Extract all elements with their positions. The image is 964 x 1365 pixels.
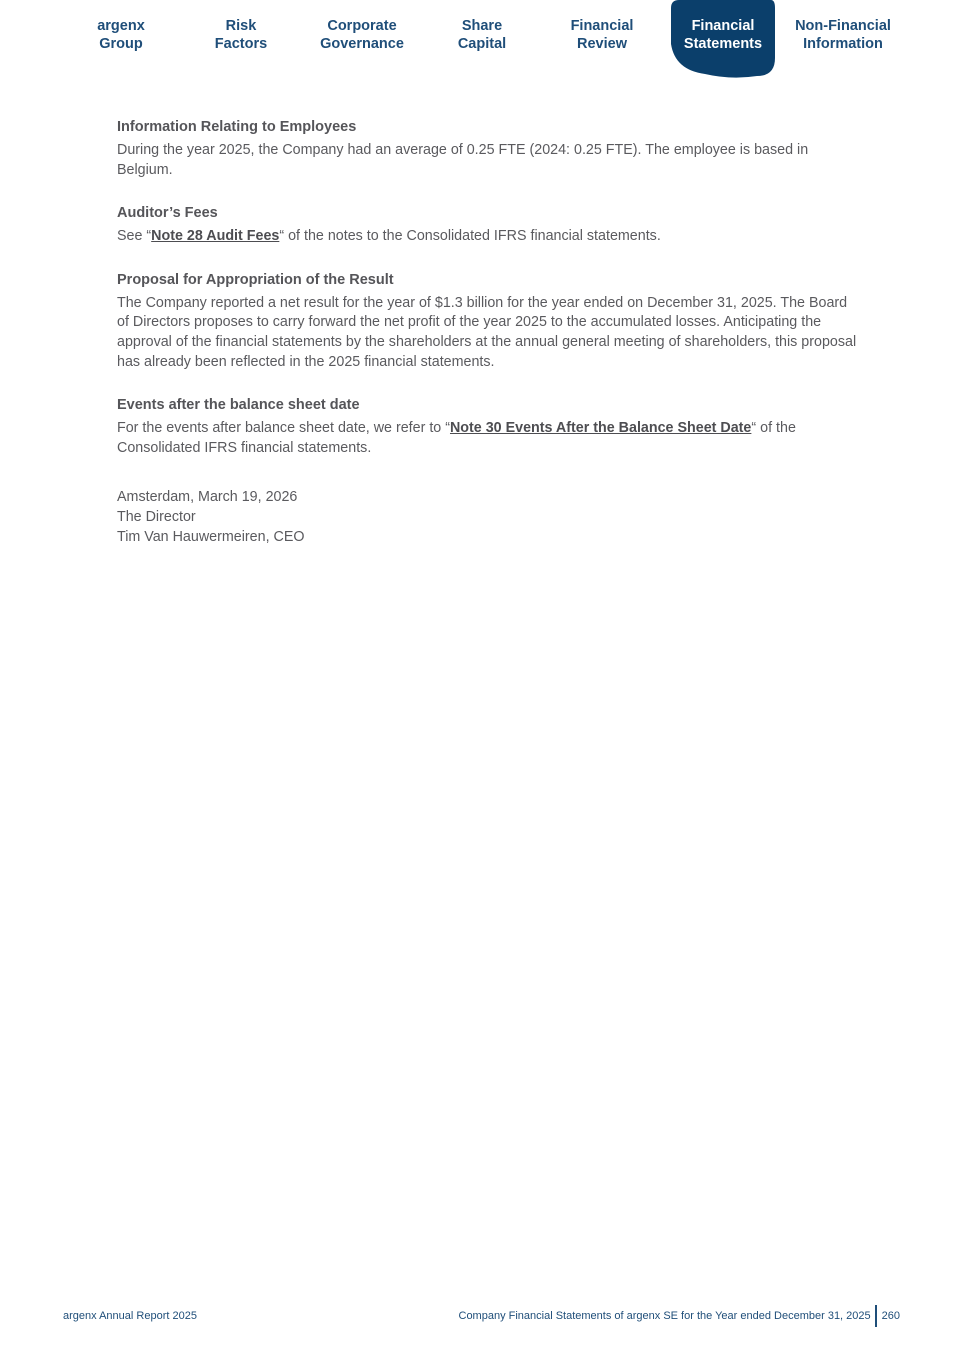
section-paragraph [117, 227, 857, 247]
section-heading: Information Relating to Employees [117, 119, 357, 135]
nav-item-argenx-group[interactable] [61, 17, 181, 53]
paragraph-text: “ of the notes to the Consolidated IFRS financial statements. [279, 228, 661, 245]
document-body [117, 117, 857, 547]
section-heading: Proposal for Appropriation of the Result [117, 271, 394, 288]
page-number: 260 [881, 1310, 900, 1322]
nav-item-label-line2: Capital [457, 36, 507, 52]
signature-name: Tim Van Hauwermeiren, CEO [117, 528, 305, 545]
footer-divider [875, 1305, 877, 1327]
nav-item-label-line2: Group [99, 36, 143, 52]
paragraph-text: “ of the Consolidated IFRS financial statements. [117, 420, 796, 456]
signature-place-date: Amsterdam, March 19, 2026 [117, 489, 298, 506]
nav-item-label-line1: Risk [225, 18, 257, 34]
top-navigation [61, 0, 904, 80]
section-heading: Auditor’s Fees [117, 205, 218, 222]
nav-item-corporate-governance[interactable] [302, 17, 422, 53]
section-paragraph [117, 419, 857, 458]
signature-block [117, 488, 857, 547]
footer-section-title: Company Financial Statements of argenx SE for the Year ended December 31, 2025 [458, 1310, 871, 1322]
nav-item-financial-statements[interactable] [663, 17, 783, 53]
nav-item-non-financial-information[interactable] [783, 17, 903, 53]
nav-item-label-line1: Financial [570, 18, 634, 34]
note-28-link[interactable]: Note 28 Audit Fees [151, 228, 280, 245]
nav-item-label-line2: Statements [683, 36, 763, 52]
nav-item-label-line2: Information [803, 36, 883, 52]
nav-item-risk-factors[interactable] [181, 17, 301, 53]
section-paragraph: The Company reported a net result for the year of $1.3 billion for the year ended on December 31, 2025. The Board of Directors proposes to carry forward the net profit of the year 2025 to the accumulated losses. Anticipating the approval of the financial statements by the shareholders at the annual general meeting of shareholders, this proposal has already been reflected in the 2025 financial statements. [117, 294, 857, 370]
note-30-link[interactable]: Note 30 Events After the Balance Sheet Date [449, 420, 752, 437]
footer-section-info [459, 1304, 901, 1328]
nav-item-label-line1: Non-Financial [795, 18, 891, 34]
section-paragraph: During the year 2025, the Company had an average of 0.25 FTE (2024: 0.25 FTE). The employee is based in Belgium. [117, 142, 809, 178]
nav-item-label-line2: Governance [320, 36, 404, 52]
paragraph-text: See “ [117, 228, 152, 245]
nav-item-financial-review[interactable] [542, 17, 662, 53]
nav-item-label-line1: argenx [97, 18, 145, 34]
subsequent-events-section [117, 395, 857, 458]
employees-section [117, 117, 857, 180]
nav-item-label-line1: Corporate [327, 18, 397, 34]
footer-report-title: argenx Annual Report 2025 [63, 1310, 197, 1322]
paragraph-text: For the events after balance sheet date, we refer to “ [117, 420, 450, 437]
signature-role: The Director [117, 508, 196, 525]
appropriation-section [117, 270, 857, 372]
nav-item-share-capital[interactable] [422, 17, 542, 53]
nav-item-label-line1: Financial [691, 18, 755, 34]
nav-item-label-line1: Share [461, 18, 503, 34]
nav-item-label-line2: Review [577, 36, 627, 52]
section-heading: Events after the balance sheet date [117, 397, 360, 414]
nav-item-label-line2: Factors [214, 36, 268, 52]
auditor-fees-section [117, 203, 857, 247]
